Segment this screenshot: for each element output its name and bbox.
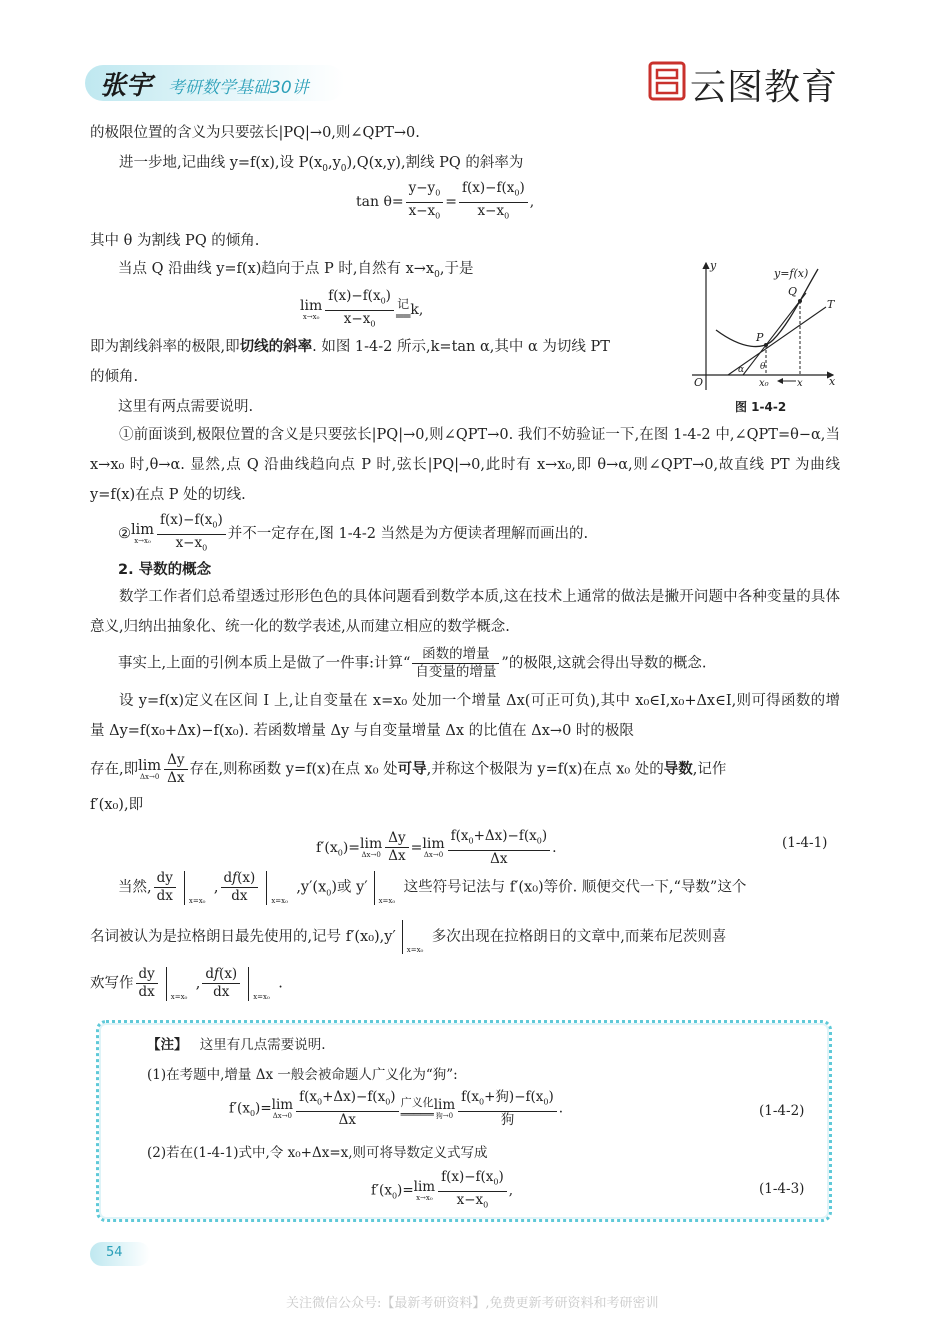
paragraph-13: 存在,即lim Δx→0 $\frac{\Delta y}{\Delta x}$ 存在,则称函数 y=f(x)在点 x₀ 处可导,并称这个极限为 y=f(x)在点 x₀ 处的导数,记作 [90, 752, 727, 786]
paragraph-16: 名词被认为是拉格朗日最先使用的,记号 f′(x₀),y′ x=x₀ 多次出现在拉格朗日的文章中,而莱布尼茨则喜 [90, 920, 726, 954]
label-origin: O [694, 376, 704, 389]
equation-number-3: (1-4-3) [759, 1181, 805, 1197]
header [0, 55, 950, 115]
label-Q: Q [788, 285, 798, 298]
paragraph-7: 这里有两点需要说明. [118, 399, 254, 415]
paragraph-9: ②lim x→x₀ $\frac{f(x)-f(x_0)}{x-x_0}$ 并不一定存在,图 1-4-2 当然是为方便读者理解而画出的. [118, 512, 589, 553]
point-P [764, 343, 768, 347]
note-item-2: (2)若在(1-4-1)式中,令 x₀+Δx=x,则可将导数定义式写成 [147, 1145, 488, 1161]
label-curve: y=f(x) [774, 267, 809, 280]
limit-k-equation: lim x→x₀ $\frac{f(x)-f(x_0)}{x-x_0}$ 记 ══k, [300, 288, 424, 329]
figure-caption: 图 1-4-2 [735, 400, 787, 414]
label-x: x [797, 378, 803, 389]
paragraph-3: 其中 θ 为割线 PQ 的倾角. [90, 233, 260, 249]
note-title: 【注】 [147, 1037, 188, 1053]
label-x-axis: x [829, 375, 836, 388]
note-box [96, 1020, 832, 1222]
derivative-definition-equation: $f'(x_0)=\lim$ Δx→0 $\frac{\Delta y}{\Delta x}$ =lim Δx→0 $\frac{f(x_0+\Delta x)-f(x_0)}{\Delta x}$ . [316, 828, 557, 867]
section-heading: 2. 导数的概念 [118, 562, 212, 578]
paragraph-15: 当然, $\frac{dy}{dx}$ x=x₀ , $\frac{df(x)}{dx}$ x=x₀ $,y'(x_0)$或 y′ x=x₀ 这些符号记法与 f′(x₀)等价. 顺便交代一下,“导数”这个 [118, 870, 747, 905]
brand-logo-icon [648, 61, 686, 101]
paragraph-17: 欢写作 $\frac{dy}{dx}$ x=x₀ , $\frac{df(x)}{dx}$ x=x₀ . [90, 966, 283, 1001]
brand-name: 云图教育 [690, 67, 839, 108]
secant-line [743, 293, 806, 375]
note-item-1: (1)在考题中,增量 Δx 一般会被命题人广义化为“狗”: [147, 1067, 458, 1083]
paragraph-8: ①前面谈到,极限位置的含义是只要弦长|PQ|→0,则∠QPT→0. 我们不妨验证一下,在图 1-4-2 中,∠QPT=θ−α,当 x→x₀ 时,θ→α. 显然,点 Q 沿曲线趋向点 P 时,弦长|PQ|→0,此时有 x→x₀,即 θ→α,则∠QPT→0,故直线 PT 为曲线 y=f(x)在点 P 处的切线. [90, 427, 840, 503]
note-equation-3: $f'(x_0)=\lim$ x→x₀ $\frac{f(x)-f(x_0)}{x-x_0}$ , [371, 1169, 514, 1210]
page-number: 54 [106, 1245, 123, 1260]
paragraph-6: 的倾角. [90, 369, 139, 385]
label-x0: x₀ [759, 378, 769, 389]
paragraph-11: 事实上,上面的引例本质上是做了一件事:计算“ $\frac{\text{函数的增量}}{\text{自变量的增量}}$ ”的极限,这就会得出导数的概念. [118, 646, 707, 680]
note-intro: 这里有几点需要说明. [199, 1037, 326, 1053]
equation-number-2: (1-4-2) [759, 1103, 805, 1119]
paragraph-1: 的极限位置的含义为只要弦长|PQ|→0,则∠QPT→0. [90, 125, 420, 141]
label-P: P [756, 331, 764, 344]
paragraph-12: 设 y=f(x)定义在区间 I 上,让自变量在 x=x₀ 处加一个增量 Δx(可正可负),其中 x₀∈I,x₀+Δx∈I,则可得函数的增量 Δy=f(x₀+Δx)−f(x₀). 若函数增量 Δy 与自变量增量 Δx 的比值在 Δx→0 时的极限 [90, 693, 840, 739]
logo-script: 张宇 [100, 71, 153, 101]
wechat-notice: 关注微信公众号:【最新考研资料】,免费更新考研资料和考研密训 [286, 1296, 659, 1311]
label-y: y [710, 259, 717, 272]
paragraph-4: 当点 Q 沿曲线 y=f(x)趋向于点 P 时,自然有 $x\to x_0$,于是 [118, 261, 474, 280]
label-T: T [827, 298, 835, 311]
tangent-figure [688, 255, 843, 395]
curve [716, 269, 818, 347]
paragraph-5: 即为割线斜率的极限,即切线的斜率. 如图 1-4-2 所示,k=tan α,其中 α 为切线 PT [90, 339, 610, 355]
paragraph-2: 进一步地,记曲线 y=f(x),设 $P(x_0,y_0),Q(x,y)$,割线 PQ 的斜率为 [119, 155, 524, 174]
series-title: 考研数学基础30讲 [168, 78, 309, 98]
point-Q [798, 299, 802, 303]
label-theta: θ [760, 362, 766, 372]
note-equation-2: $f'(x_0)=\lim$ Δx→0 $\frac{f(x_0+\Delta x)-f(x_0)}{\Delta x}$ 广义化 ═════lim 狗→0 $\frac{f(x_0+狗)-f(x_0)}{\text{狗}}$ . [229, 1089, 564, 1128]
paragraph-14: f′(x₀),即 [90, 797, 144, 813]
equation-number-1: (1-4-1) [782, 835, 828, 851]
paragraph-10: 数学工作者们总希望透过形形色色的具体问题看到数学本质,这在技术上通常的做法是撇开问题中各种变量的具体意义,归纳出抽象化、统一化的数学表述,从而建立相应的数学概念. [90, 589, 840, 635]
tan-equation: tan θ= $\frac{y-y_0}{x-x_0}$ = $\frac{f(x)-f(x_0)}{x-x_0}$ , [356, 180, 535, 221]
page-number-badge [90, 1242, 150, 1266]
label-alpha: α [738, 365, 745, 375]
